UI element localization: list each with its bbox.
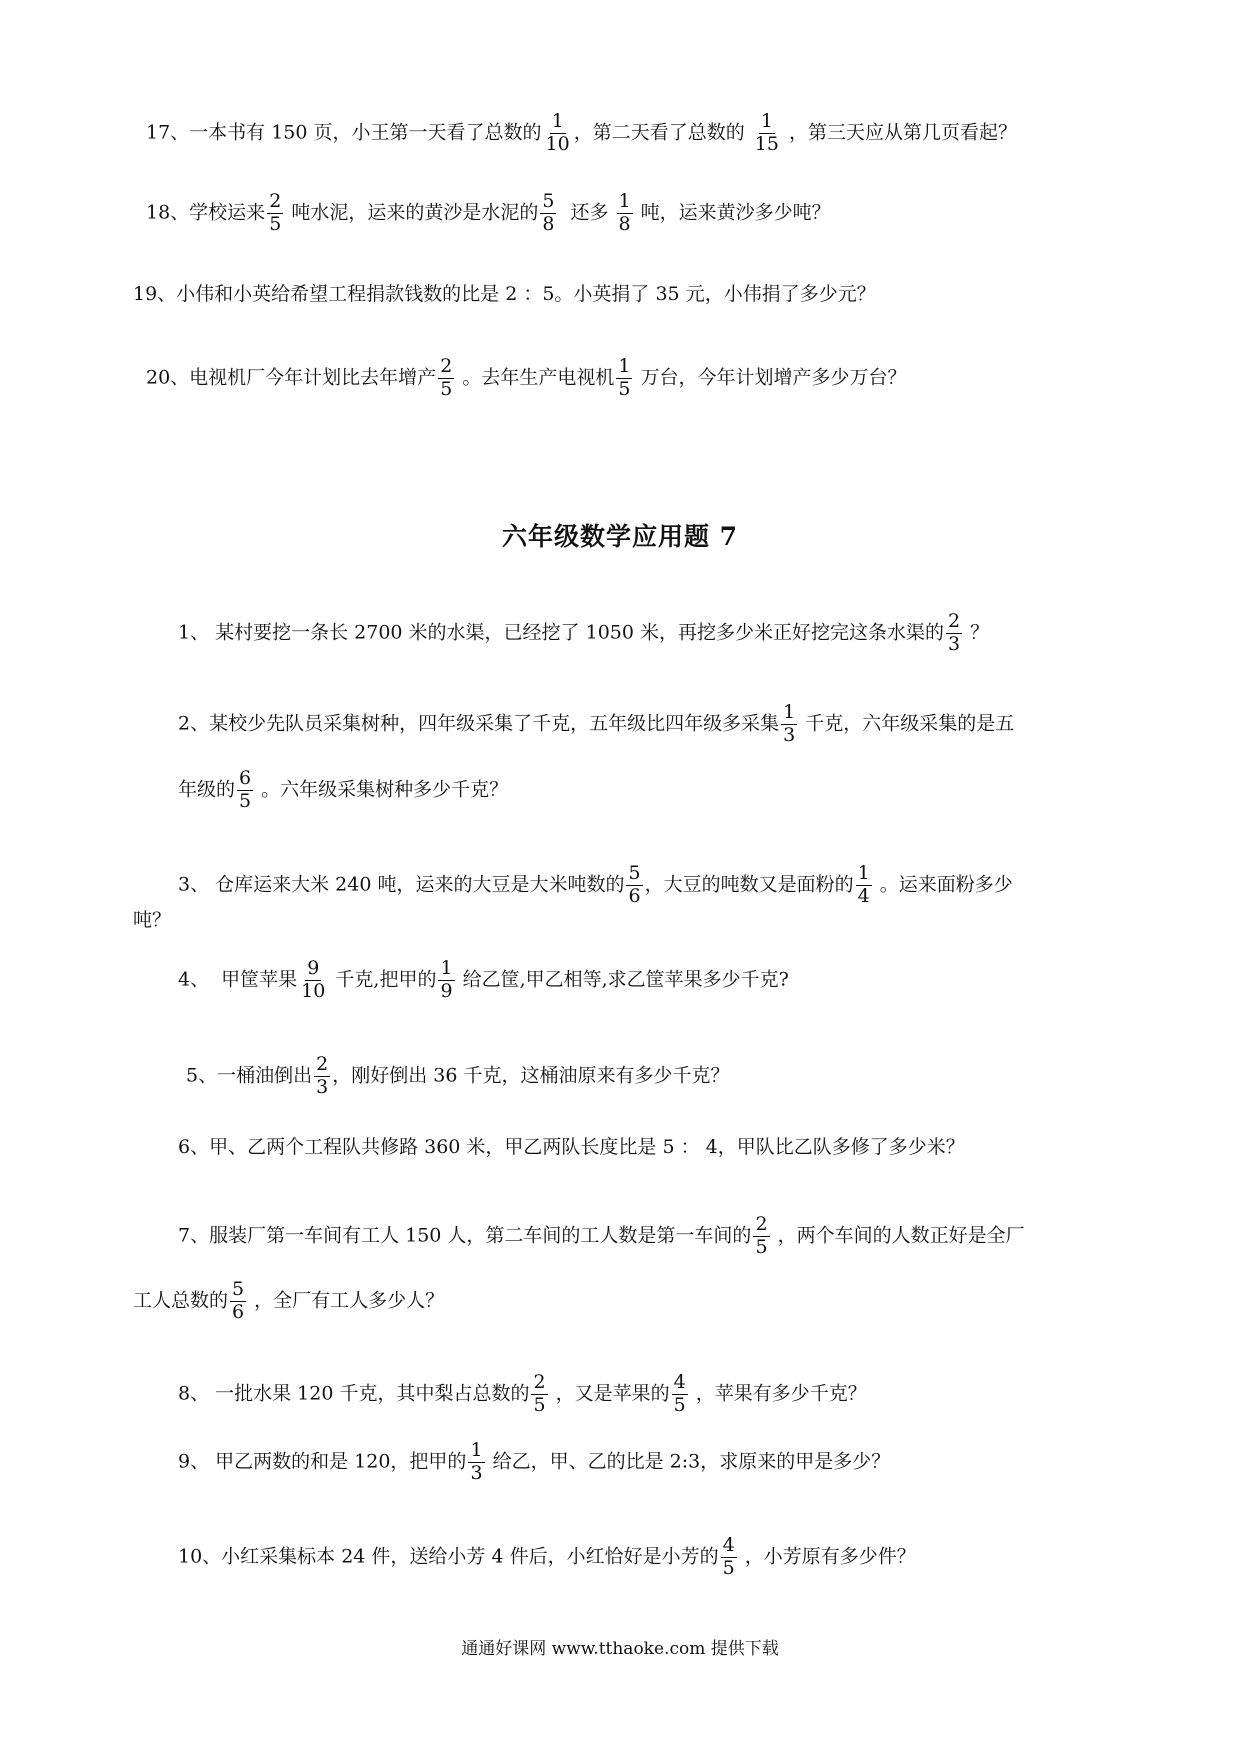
fraction: $\frac{2}{5}$ — [755, 1213, 768, 1258]
problem-2-text-a: 2、某校少先队员采集树种，四年级采集了千克，五年级比四年级多采集 — [178, 712, 780, 735]
problem-3-continued — [133, 911, 171, 930]
problem-7-text-b: ，两个车间的人数正好是全厂 — [771, 1224, 1025, 1247]
fraction: $\frac{1}{15}$ — [754, 110, 779, 155]
fraction: $\frac{2}{5}$ — [533, 1371, 546, 1416]
fraction: $\frac{1}{3}$ — [470, 1439, 483, 1484]
fraction: $\frac{1}{5}$ — [618, 355, 631, 400]
problem-4-text-b: 千克,把甲的 — [329, 968, 437, 991]
problem-17-text-b: ，第二天看了总数的 — [573, 121, 751, 144]
problem-3-text-b: ，大豆的吨数又是面粉的 — [644, 873, 854, 896]
fraction: $\frac{2}{5}$ — [440, 355, 453, 400]
problem-4-text-a: 4、 甲筐苹果 — [178, 968, 298, 991]
fraction: $\frac{5}{6}$ — [232, 1278, 245, 1323]
problem-7-text-a: 7、服装厂第一车间有工人 150 人，第二车间的工人数是第一车间的 — [178, 1224, 752, 1247]
problem-6-text: 6、甲、乙两个工程队共修路 360 米，甲乙两队长度比是 5 ： 4，甲队比乙队多修了多少米？ — [178, 1136, 965, 1158]
problem-3-text-d: 吨？ — [133, 909, 172, 931]
problem-3 — [178, 864, 1013, 907]
problem-10 — [178, 1536, 916, 1579]
problem-8-text-b: ，又是苹果的 — [549, 1382, 670, 1405]
problem-3-text-a: 3、 仓库运来大米 240 吨，运来的大豆是大米吨数的 — [178, 873, 625, 896]
fraction: $\frac{4}{5}$ — [673, 1371, 686, 1416]
fraction: $\frac{4}{5}$ — [722, 1534, 735, 1579]
problem-1 — [178, 612, 989, 655]
problem-2 — [178, 703, 1014, 746]
problem-8 — [178, 1373, 867, 1416]
fraction: $\frac{1}{9}$ — [440, 957, 453, 1002]
problem-17-text-c: ，第三天应从第几页看起？ — [782, 121, 1017, 144]
fraction: $\frac{1}{8}$ — [618, 190, 631, 235]
problem-2-text-d: 。六年级采集树种多少千克？ — [255, 778, 509, 801]
fraction: $\frac{6}{5}$ — [239, 767, 252, 812]
problem-7-text-c: 工人总数的 — [133, 1289, 229, 1312]
problem-17-text-a: 17、一本书有 150 页，小王第一天看了总数的 — [146, 121, 542, 144]
problem-20-text-b: 。去年生产电视机 — [456, 366, 615, 389]
problem-19-text: 19、小伟和小英给希望工程捐款钱数的比是 2 ：5。小英捐了 35 元，小伟捐了多少元？ — [133, 283, 876, 305]
fraction: $\frac{5}{6}$ — [628, 862, 641, 907]
problem-7-text-d: ，全厂有工人多少人？ — [248, 1289, 445, 1312]
problem-10-text-a: 10、小红采集标本 24 件，送给小芳 4 件后，小红恰好是小芳的 — [178, 1545, 719, 1568]
problem-20 — [146, 357, 906, 400]
problem-9-text-a: 9、 甲乙两数的和是 120，把甲的 — [178, 1450, 467, 1473]
problem-18-text-d: 吨，运来黄沙多少吨？ — [634, 201, 831, 224]
problem-18-text-c: 还多 — [558, 201, 615, 224]
problem-5-text-b: ，刚好倒出 36 千克，这桶油原来有多少千克？ — [332, 1064, 730, 1087]
problem-8-text-c: ，苹果有多少千克？ — [689, 1382, 867, 1405]
problem-9-text-b: 给乙，甲、乙的比是 2:3，求原来的甲是多少？ — [486, 1450, 891, 1473]
problem-19 — [133, 285, 876, 304]
problem-5 — [186, 1055, 729, 1098]
problem-1-text-b: ？ — [964, 621, 990, 644]
fraction: $\frac{1}{3}$ — [783, 701, 796, 746]
problem-18 — [146, 192, 831, 235]
fraction: $\frac{9}{10}$ — [301, 957, 326, 1002]
problem-20-text-c: 万台，今年计划增产多少万台？ — [634, 366, 907, 389]
fraction: $\frac{5}{8}$ — [542, 190, 555, 235]
problem-17 — [146, 112, 1017, 155]
problem-2-text-b: 千克，六年级采集的是五 — [799, 712, 1015, 735]
problem-20-text-a: 20、电视机厂今年计划比去年增产 — [146, 366, 437, 389]
problem-18-text-b: 吨水泥，运来的黄沙是水泥的 — [285, 201, 539, 224]
footer-credit: 通通好课网 www.tthaoke.com 提供下载 — [461, 1639, 779, 1659]
section-title: 六年级数学应用题 7 — [501, 522, 739, 551]
fraction: $\frac{1}{10}$ — [545, 110, 570, 155]
problem-3-text-c: 。运来面粉多少 — [873, 873, 1013, 896]
problem-7 — [178, 1215, 1025, 1258]
problem-6 — [178, 1138, 965, 1157]
problem-8-text-a: 8、 一批水果 120 千克，其中梨占总数的 — [178, 1382, 530, 1405]
problem-9 — [178, 1441, 890, 1484]
problem-5-text-a: 5、一桶油倒出 — [186, 1064, 313, 1087]
problem-1-text-a: 1、 某村要挖一条长 2700 米的水渠，已经挖了 1050 米，再挖多少米正好挖完这条水渠的 — [178, 621, 944, 644]
fraction: $\frac{2}{3}$ — [316, 1053, 329, 1098]
fraction: $\frac{2}{5}$ — [269, 190, 282, 235]
problem-2-text-c: 年级的 — [178, 778, 236, 801]
problem-7-continued — [133, 1280, 444, 1323]
fraction: $\frac{2}{3}$ — [948, 610, 961, 655]
problem-10-text-b: ，小芳原有多少件？ — [738, 1545, 916, 1568]
problem-2-continued — [178, 769, 508, 812]
fraction: $\frac{1}{4}$ — [857, 862, 870, 907]
problem-4-text-c: 给乙筐,甲乙相等,求乙筐苹果多少千克? — [456, 968, 789, 991]
problem-18-text-a: 18、学校运来 — [146, 201, 266, 224]
problem-4 — [178, 959, 789, 1002]
